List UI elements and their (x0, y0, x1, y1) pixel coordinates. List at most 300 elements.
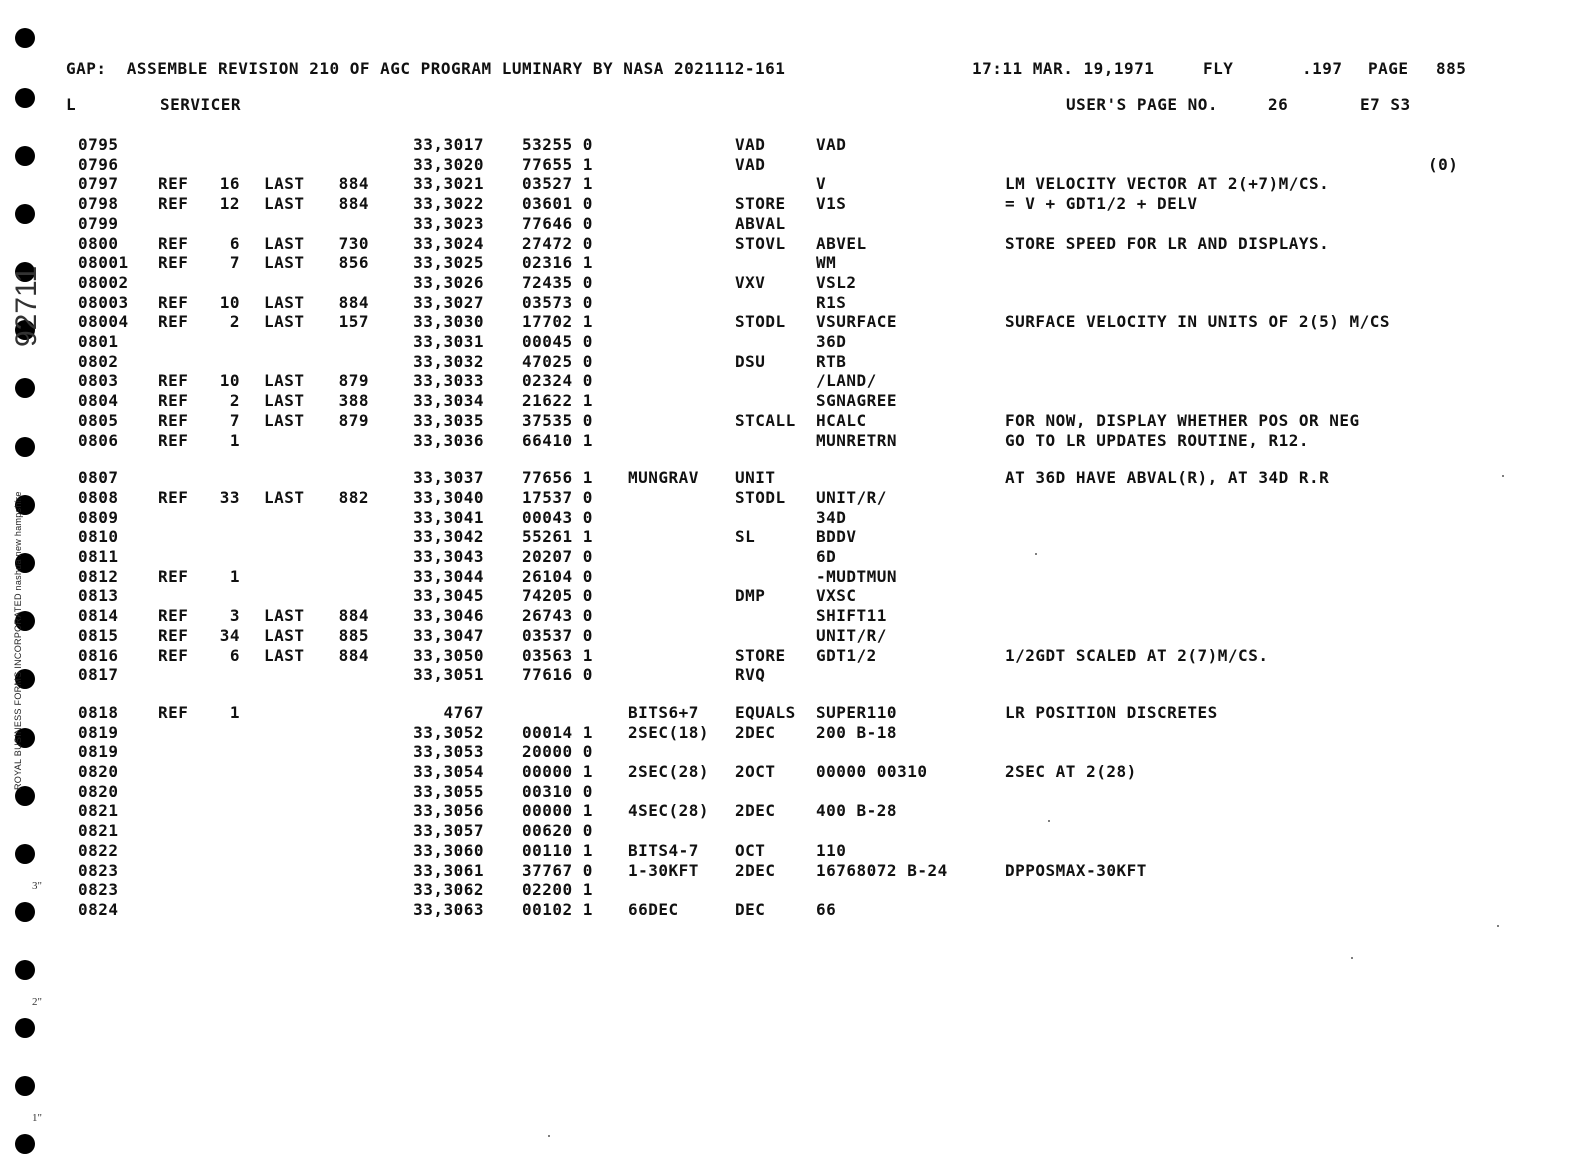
symbol-label: 2SEC(28) (628, 762, 710, 781)
listing-row (0, 801, 1582, 821)
ref-keyword: REF (158, 194, 189, 214)
opcode: DMP (735, 586, 766, 606)
last-keyword: LAST (264, 194, 305, 214)
listing-row (0, 606, 1582, 626)
line-number: 0799 (78, 213, 119, 233)
ref-keyword: REF (158, 371, 189, 391)
octal-code: 03573 0 (522, 292, 593, 312)
listing-row (0, 194, 1582, 214)
operand: VXSC (816, 586, 857, 606)
address: 33,3025 (413, 253, 484, 273)
symbol-label: 2SEC(18) (628, 722, 710, 742)
listing-row (0, 547, 1582, 567)
octal-code: 17702 1 (522, 312, 593, 332)
octal-code: 00000 1 (522, 762, 593, 781)
address: 33,3020 (413, 154, 484, 174)
ref-keyword: REF (158, 566, 189, 586)
ref-count: 1 (229, 566, 240, 586)
address: 33,3051 (413, 665, 484, 685)
ref-count: 3 (229, 606, 240, 626)
ref-keyword: REF (158, 410, 189, 430)
comment: FOR NOW, DISPLAY WHETHER POS OR NEG (1005, 410, 1360, 430)
operand: 36D (816, 332, 847, 351)
users-page-number: 26 (1268, 95, 1289, 114)
line-number: 08002 (78, 272, 129, 292)
address: 33,3050 (413, 645, 484, 665)
line-number: 0820 (78, 762, 119, 781)
operand: 200 B-18 (816, 722, 898, 742)
ref-count: 33 (219, 487, 240, 507)
last-keyword: LAST (264, 371, 305, 391)
listing-row (0, 135, 1582, 155)
ref-count: 6 (229, 233, 240, 253)
ref-count: 10 (219, 292, 240, 312)
last-keyword: LAST (264, 410, 305, 430)
octal-code: 26104 0 (522, 566, 593, 586)
listing-row (0, 861, 1582, 881)
last-keyword: LAST (264, 606, 305, 626)
address: 33,3023 (413, 213, 484, 233)
listing-row (0, 900, 1582, 920)
operand: 110 (816, 840, 847, 860)
listing-row (0, 371, 1582, 391)
address: 33,3030 (413, 312, 484, 332)
page-number: 885 (1436, 59, 1467, 78)
opcode: VXV (735, 272, 766, 292)
opcode: VAD (735, 135, 766, 154)
line-number: 0820 (78, 781, 119, 801)
margin-annotation: (0) (1428, 154, 1459, 174)
line-number: 0823 (78, 860, 119, 880)
ref-keyword: REF (158, 312, 189, 332)
line-number: 0819 (78, 722, 119, 742)
margin-vendor-imprint: ROYAL BUSINESS FORMS INCORPORATED nashua new hampshire (13, 491, 23, 790)
punch-hole (15, 960, 35, 980)
address: 33,3024 (413, 233, 484, 253)
listing-row (0, 703, 1582, 723)
opcode: 2DEC (735, 860, 776, 880)
line-number: 0805 (78, 410, 119, 430)
comment: 2SEC AT 2(28) (1005, 762, 1137, 781)
last-keyword: LAST (264, 391, 305, 411)
ref-keyword: REF (158, 487, 189, 507)
octal-code: 55261 1 (522, 527, 593, 547)
ref-keyword: REF (158, 702, 189, 722)
last-page: 157 (338, 312, 369, 332)
opcode: STODL (735, 487, 786, 507)
last-page: 882 (338, 487, 369, 507)
listing-row (0, 586, 1582, 606)
opcode: UNIT (735, 468, 776, 488)
operand: 400 B-28 (816, 801, 898, 821)
symbol-label: 4SEC(28) (628, 801, 710, 821)
line-number: 0812 (78, 566, 119, 586)
listing-row (0, 841, 1582, 861)
operand: UNIT/R/ (816, 487, 887, 507)
operand: GDT1/2 (816, 645, 877, 665)
address: 33,3021 (413, 174, 484, 194)
assembly-timestamp: 17:11 MAR. 19,1971 (972, 59, 1155, 78)
opcode: STORE (735, 194, 786, 214)
address: 33,3055 (413, 781, 484, 801)
address: 33,3056 (413, 801, 484, 821)
operand: RTB (816, 351, 847, 371)
listing-row (0, 293, 1582, 313)
comment: GO TO LR UPDATES ROUTINE, R12. (1005, 430, 1309, 450)
last-keyword: LAST (264, 312, 305, 332)
last-keyword: LAST (264, 487, 305, 507)
inch-mark: 2" (32, 996, 42, 1008)
opcode: 2DEC (735, 801, 776, 821)
inch-mark: 1" (32, 1112, 42, 1124)
punch-hole (15, 28, 35, 48)
octal-code: 00045 0 (522, 332, 593, 351)
octal-code: 02316 1 (522, 253, 593, 273)
octal-code: 37535 0 (522, 410, 593, 430)
operand: 34D (816, 507, 847, 527)
operand: BDDV (816, 527, 857, 547)
address: 33,3032 (413, 351, 484, 371)
address: 33,3045 (413, 586, 484, 606)
inch-mark: 3" (32, 880, 42, 892)
octal-code: 20000 0 (522, 742, 593, 762)
users-page-label: USER'S PAGE NO. (1066, 95, 1218, 114)
ref-count: 2 (229, 312, 240, 332)
address: 33,3033 (413, 371, 484, 391)
comment: 1/2GDT SCALED AT 2(7)M/CS. (1005, 645, 1269, 665)
last-keyword: LAST (264, 253, 305, 273)
listing-row (0, 352, 1582, 372)
address: 33,3027 (413, 292, 484, 312)
octal-code: 21622 1 (522, 391, 593, 411)
paper-speck (1048, 820, 1050, 822)
line-number: 0816 (78, 645, 119, 665)
last-page: 730 (338, 233, 369, 253)
octal-code: 26743 0 (522, 606, 593, 626)
ref-count: 1 (229, 702, 240, 722)
address: 33,3053 (413, 742, 484, 762)
opcode: EQUALS (735, 702, 796, 722)
ref-keyword: REF (158, 253, 189, 273)
comment: LR POSITION DISCRETES (1005, 702, 1218, 722)
punch-hole (15, 1134, 35, 1154)
octal-code: 00310 0 (522, 781, 593, 801)
opcode: VAD (735, 154, 766, 174)
last-keyword: LAST (264, 174, 305, 194)
ref-count: 7 (229, 253, 240, 273)
operand: VSURFACE (816, 312, 898, 332)
listing-row (0, 723, 1582, 743)
operand: SHIFT11 (816, 606, 887, 626)
operand: SUPER110 (816, 702, 898, 722)
operand: V (816, 174, 827, 194)
opcode: RVQ (735, 665, 766, 685)
line-number: 0808 (78, 487, 119, 507)
ref-keyword: REF (158, 233, 189, 253)
listing-row (0, 214, 1582, 234)
address: 33,3040 (413, 487, 484, 507)
address: 33,3047 (413, 625, 484, 645)
opcode: 2OCT (735, 762, 776, 781)
line-number: 0821 (78, 821, 119, 841)
octal-code: 02200 1 (522, 880, 593, 900)
opcode: ABVAL (735, 213, 786, 233)
listing-row (0, 488, 1582, 508)
address: 33,3044 (413, 566, 484, 586)
symbol-label: BITS4-7 (628, 840, 699, 860)
operand: 00000 00310 (816, 762, 928, 781)
listing-row (0, 880, 1582, 900)
listing-row (0, 782, 1582, 802)
listing-row (0, 742, 1582, 762)
line-number: 0822 (78, 840, 119, 860)
last-page: 884 (338, 292, 369, 312)
opcode: DSU (735, 351, 766, 371)
address: 33,3026 (413, 272, 484, 292)
listing-row (0, 332, 1582, 352)
assembly-version: .197 (1302, 59, 1343, 78)
octal-code: 47025 0 (522, 351, 593, 371)
address: 33,3022 (413, 194, 484, 214)
paper-speck (1351, 957, 1353, 959)
listing-row (0, 665, 1582, 685)
listing-row (0, 174, 1582, 194)
octal-code: 53255 0 (522, 135, 593, 154)
operand: /LAND/ (816, 371, 877, 391)
ref-keyword: REF (158, 391, 189, 411)
operand: UNIT/R/ (816, 625, 887, 645)
opcode: DEC (735, 899, 766, 919)
address: 33,3046 (413, 606, 484, 626)
address: 33,3017 (413, 135, 484, 154)
listing-row (0, 391, 1582, 411)
octal-code: 77656 1 (522, 468, 593, 488)
line-number: 0813 (78, 586, 119, 606)
listing-row (0, 312, 1582, 332)
paper-speck (1035, 553, 1037, 555)
line-number: 0800 (78, 233, 119, 253)
address: 4767 (443, 702, 484, 722)
ref-keyword: REF (158, 430, 189, 450)
octal-code: 77616 0 (522, 665, 593, 685)
last-page: 885 (338, 625, 369, 645)
ref-count: 2 (229, 391, 240, 411)
listing-row (0, 411, 1582, 431)
line-number: 0806 (78, 430, 119, 450)
last-keyword: LAST (264, 625, 305, 645)
operand: V1S (816, 194, 847, 214)
listing-row (0, 468, 1582, 488)
line-number: 0811 (78, 547, 119, 566)
address: 33,3034 (413, 391, 484, 411)
octal-code: 72435 0 (522, 272, 593, 292)
paper-speck (548, 1135, 550, 1137)
line-number: 0815 (78, 625, 119, 645)
line-number: 0803 (78, 371, 119, 391)
comment: STORE SPEED FOR LR AND DISPLAYS. (1005, 233, 1330, 253)
octal-code: 03601 0 (522, 194, 593, 214)
line-number: 0797 (78, 174, 119, 194)
listing-row (0, 431, 1582, 451)
octal-code: 74205 0 (522, 586, 593, 606)
ref-count: 1 (229, 430, 240, 450)
operand: SGNAGREE (816, 391, 898, 411)
paper-speck (1502, 475, 1504, 477)
operand: ABVEL (816, 233, 867, 253)
address: 33,3062 (413, 880, 484, 900)
punch-hole (15, 1076, 35, 1096)
operand: 66 (816, 899, 837, 919)
paper-speck (1497, 925, 1499, 927)
octal-code: 00102 1 (522, 899, 593, 919)
last-page: 856 (338, 253, 369, 273)
octal-code: 03537 0 (522, 625, 593, 645)
address: 33,3037 (413, 468, 484, 488)
ref-count: 10 (219, 371, 240, 391)
last-page: 884 (338, 645, 369, 665)
last-keyword: LAST (264, 645, 305, 665)
tape-id: E7 S3 (1360, 95, 1411, 114)
listing-row (0, 567, 1582, 587)
listing-row (0, 155, 1582, 175)
opcode: STCALL (735, 410, 796, 430)
opcode: STORE (735, 645, 786, 665)
line-number: 0807 (78, 468, 119, 488)
ref-count: 34 (219, 625, 240, 645)
octal-code: 02324 0 (522, 371, 593, 391)
listing-row (0, 508, 1582, 528)
ref-count: 16 (219, 174, 240, 194)
octal-code: 37767 0 (522, 860, 593, 880)
operand: HCALC (816, 410, 867, 430)
address: 33,3031 (413, 332, 484, 351)
comment: LM VELOCITY VECTOR AT 2(+7)M/CS. (1005, 174, 1330, 194)
comment: SURFACE VELOCITY IN UNITS OF 2(5) M/CS (1005, 312, 1391, 332)
punch-hole (15, 1018, 35, 1038)
last-keyword: LAST (264, 292, 305, 312)
comment: DPPOSMAX-30KFT (1005, 860, 1147, 880)
line-number: 0796 (78, 154, 119, 174)
ref-keyword: REF (158, 606, 189, 626)
octal-code: 03527 1 (522, 174, 593, 194)
listing-row (0, 762, 1582, 782)
opcode: STODL (735, 312, 786, 332)
operand: VAD (816, 135, 847, 154)
line-number: 0817 (78, 665, 119, 685)
octal-code: 03563 1 (522, 645, 593, 665)
operand: 6D (816, 547, 837, 566)
octal-code: 00014 1 (522, 722, 593, 742)
octal-code: 77655 1 (522, 154, 593, 174)
address: 33,3057 (413, 821, 484, 841)
line-number: 0798 (78, 194, 119, 214)
line-number: 0821 (78, 801, 119, 821)
symbol-label: 1-30KFT (628, 860, 699, 880)
last-page: 388 (338, 391, 369, 411)
last-page: 879 (338, 410, 369, 430)
last-page: 884 (338, 606, 369, 626)
address: 33,3052 (413, 722, 484, 742)
line-number: 08001 (78, 253, 129, 273)
address: 33,3060 (413, 840, 484, 860)
ref-keyword: REF (158, 645, 189, 665)
operand: R1S (816, 292, 847, 312)
octal-code: 00620 0 (522, 821, 593, 841)
octal-code: 00043 0 (522, 507, 593, 527)
octal-code: 27472 0 (522, 233, 593, 253)
address: 33,3035 (413, 410, 484, 430)
ref-keyword: REF (158, 292, 189, 312)
comment: = V + GDT1/2 + DELV (1005, 194, 1198, 214)
operand: WM (816, 253, 837, 273)
address: 33,3061 (413, 860, 484, 880)
ref-keyword: REF (158, 174, 189, 194)
line-number: 0818 (78, 702, 119, 722)
opcode: OCT (735, 840, 766, 860)
line-number: 0795 (78, 135, 119, 154)
last-keyword: LAST (264, 233, 305, 253)
symbol-label: BITS6+7 (628, 702, 699, 722)
line-number: 0814 (78, 606, 119, 626)
opcode: STOVL (735, 233, 786, 253)
punch-hole (15, 88, 35, 108)
address: 33,3063 (413, 899, 484, 919)
operand: VSL2 (816, 272, 857, 292)
line-number: 0802 (78, 351, 119, 371)
address: 33,3041 (413, 507, 484, 527)
symbol-label: MUNGRAV (628, 468, 699, 488)
line-number: 0809 (78, 507, 119, 527)
operand: -MUDTMUN (816, 566, 898, 586)
address: 33,3036 (413, 430, 484, 450)
listing-row (0, 253, 1582, 273)
ref-keyword: REF (158, 625, 189, 645)
section-name: SERVICER (160, 95, 242, 114)
line-number: 08004 (78, 312, 129, 332)
line-number: 0804 (78, 391, 119, 411)
ref-count: 12 (219, 194, 240, 214)
opcode: SL (735, 527, 756, 547)
margin-serial-number: 92711 (10, 265, 43, 347)
last-page: 879 (338, 371, 369, 391)
line-number: 0810 (78, 527, 119, 547)
octal-code: 00000 1 (522, 801, 593, 821)
octal-code: 66410 1 (522, 430, 593, 450)
listing-row (0, 646, 1582, 666)
octal-code: 20207 0 (522, 547, 593, 566)
last-page: 884 (338, 194, 369, 214)
comment: AT 36D HAVE ABVAL(R), AT 34D R.R (1005, 468, 1330, 488)
assembly-title: GAP: ASSEMBLE REVISION 210 OF AGC PROGRAM LUMINARY BY NASA 2021112-161 (66, 59, 786, 78)
listing-row (0, 234, 1582, 254)
assembly-mode: FLY (1203, 59, 1234, 78)
address: 33,3054 (413, 762, 484, 781)
listing-row (0, 527, 1582, 547)
last-page: 884 (338, 174, 369, 194)
line-number: 08003 (78, 292, 129, 312)
line-number: 0801 (78, 332, 119, 351)
line-number: 0819 (78, 742, 119, 762)
octal-code: 77646 0 (522, 213, 593, 233)
ref-count: 6 (229, 645, 240, 665)
listing-row (0, 273, 1582, 293)
octal-code: 00110 1 (522, 840, 593, 860)
listing-row (0, 821, 1582, 841)
address: 33,3043 (413, 547, 484, 566)
address: 33,3042 (413, 527, 484, 547)
line-number: 0823 (78, 880, 119, 900)
opcode: 2DEC (735, 722, 776, 742)
